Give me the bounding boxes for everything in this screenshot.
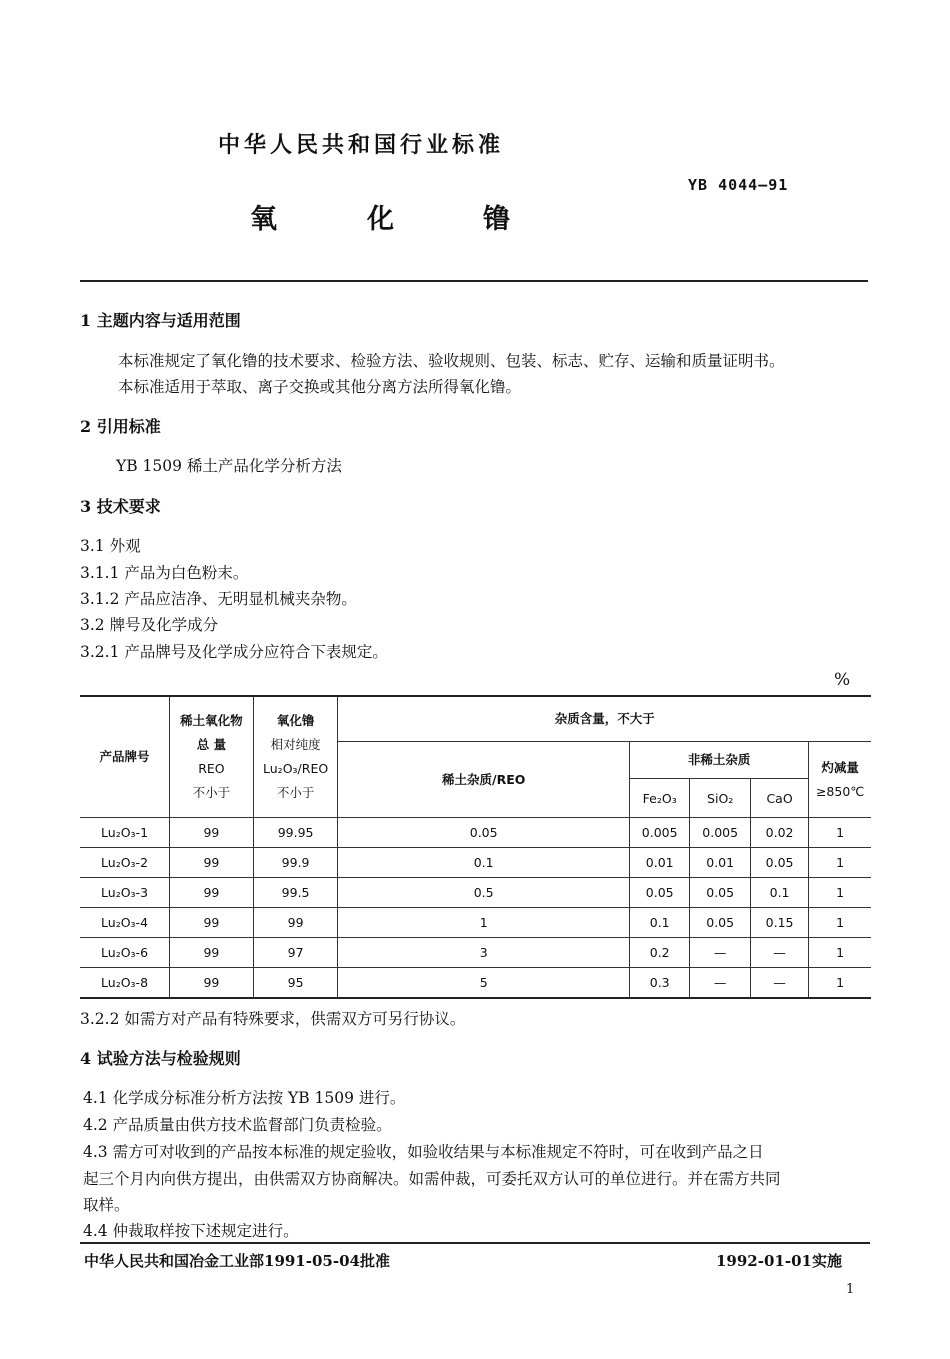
effective-date: 1992-01-01实施 — [716, 1252, 842, 1270]
cell-reo: 99 — [170, 848, 254, 878]
section-3-heading: 3 技术要求 — [80, 497, 161, 516]
header-purity: 氧化镥 相对纯度 Lu₂O₃/REO 不小于 — [253, 696, 338, 818]
clause-3-1-2: 3.1.2 产品应洁净、无明显机械夹杂物。 — [80, 590, 357, 608]
cell-grade: Lu₂O₃-4 — [80, 908, 170, 938]
cell-re-impurity: 0.5 — [338, 878, 630, 908]
cell-loss: 1 — [809, 878, 871, 908]
cell-cao: 0.15 — [750, 908, 808, 938]
standard-code: YB 4044—91 — [688, 176, 789, 194]
cell-cao: — — [750, 938, 808, 968]
header-loss: 灼减量 ≥850℃ — [809, 742, 871, 818]
header-non-re: 非稀土杂质 — [629, 742, 808, 779]
clause-3-1-1: 3.1.1 产品为白色粉末。 — [80, 564, 249, 582]
cell-fe2o3: 0.2 — [629, 938, 689, 968]
cell-reo: 99 — [170, 878, 254, 908]
page-number: 1 — [846, 1282, 855, 1297]
cell-sio2: — — [690, 968, 750, 999]
cell-cao: 0.1 — [750, 878, 808, 908]
table-row — [80, 848, 871, 878]
cell-sio2: 0.05 — [690, 908, 750, 938]
cell-sio2: — — [690, 938, 750, 968]
cell-reo: 99 — [170, 818, 254, 848]
table-row — [80, 908, 871, 938]
cell-re-impurity: 0.05 — [338, 818, 630, 848]
header-impurity: 杂质含量，不大于 — [338, 696, 871, 742]
standard-body-title: 中华人民共和国行业标准 — [218, 132, 505, 158]
section-1-paragraph-2: 本标准适用于萃取、离子交换或其他分离方法所得氧化镥。 — [118, 378, 522, 396]
header-sio2: SiO₂ — [690, 779, 750, 818]
header-cao: CaO — [750, 779, 808, 818]
table-unit: % — [834, 670, 851, 690]
header-reo-total: 稀土氧化物 总 量 REO 不小于 — [170, 696, 254, 818]
cell-reo: 99 — [170, 908, 254, 938]
table-row — [80, 878, 871, 908]
footer-divider — [80, 1242, 870, 1244]
clause-4-3-line-1: 4.3 需方可对收到的产品按本标准的规定验收，如验收结果与本标准规定不符时，可在收到产品之日 — [83, 1143, 764, 1161]
header-re-impurity: 稀土杂质/REO — [338, 742, 630, 818]
clause-3-2: 3.2 牌号及化学成分 — [80, 616, 219, 634]
composition-table — [80, 695, 871, 999]
cell-re-impurity: 5 — [338, 968, 630, 999]
header-grade: 产品牌号 — [80, 696, 170, 818]
table-row — [80, 938, 871, 968]
doc-title-char-2: 化 — [367, 204, 394, 235]
clause-4-3-line-2: 起三个月内向供方提出，由供需双方协商解决。如需仲裁，可委托双方认可的单位进行。并在需方共同 — [83, 1170, 781, 1188]
section-1-heading: 1 主题内容与适用范围 — [80, 311, 241, 330]
cell-re-impurity: 3 — [338, 938, 630, 968]
cell-fe2o3: 0.1 — [629, 908, 689, 938]
cell-purity: 99.9 — [253, 848, 338, 878]
cell-sio2: 0.05 — [690, 878, 750, 908]
cell-reo: 99 — [170, 938, 254, 968]
cell-loss: 1 — [809, 968, 871, 999]
cell-re-impurity: 1 — [338, 908, 630, 938]
cell-sio2: 0.01 — [690, 848, 750, 878]
cell-purity: 97 — [253, 938, 338, 968]
cell-loss: 1 — [809, 938, 871, 968]
cell-loss: 1 — [809, 818, 871, 848]
clause-3-1: 3.1 外观 — [80, 537, 141, 555]
reference-standard: YB 1509 稀土产品化学分析方法 — [116, 457, 342, 475]
table-row — [80, 968, 871, 999]
header-fe2o3: Fe₂O₃ — [629, 779, 689, 818]
cell-loss: 1 — [809, 908, 871, 938]
clause-4-1: 4.1 化学成分标准分析方法按 YB 1509 进行。 — [83, 1089, 406, 1107]
cell-reo: 99 — [170, 968, 254, 999]
cell-purity: 99.95 — [253, 818, 338, 848]
doc-title-char-1: 氧 — [250, 204, 277, 235]
cell-fe2o3: 0.05 — [629, 878, 689, 908]
section-1-paragraph-1: 本标准规定了氧化镥的技术要求、检验方法、验收规则、包装、标志、贮存、运输和质量证明书。 — [118, 352, 785, 370]
clause-4-2: 4.2 产品质量由供方技术监督部门负责检验。 — [83, 1116, 392, 1134]
header-divider — [80, 280, 868, 282]
cell-re-impurity: 0.1 — [338, 848, 630, 878]
cell-fe2o3: 0.005 — [629, 818, 689, 848]
clause-3-2-2: 3.2.2 如需方对产品有特殊要求，供需双方可另行协议。 — [80, 1010, 466, 1028]
section-4-heading: 4 试验方法与检验规则 — [80, 1049, 241, 1068]
cell-grade: Lu₂O₃-3 — [80, 878, 170, 908]
cell-grade: Lu₂O₃-8 — [80, 968, 170, 999]
cell-cao: — — [750, 968, 808, 999]
cell-grade: Lu₂O₃-1 — [80, 818, 170, 848]
doc-title-char-3: 镥 — [483, 204, 510, 235]
cell-grade: Lu₂O₃-6 — [80, 938, 170, 968]
cell-sio2: 0.005 — [690, 818, 750, 848]
cell-cao: 0.05 — [750, 848, 808, 878]
cell-fe2o3: 0.01 — [629, 848, 689, 878]
cell-cao: 0.02 — [750, 818, 808, 848]
section-2-heading: 2 引用标准 — [80, 417, 161, 436]
clause-3-2-1: 3.2.1 产品牌号及化学成分应符合下表规定。 — [80, 643, 388, 661]
clause-4-4: 4.4 仲裁取样按下述规定进行。 — [83, 1222, 299, 1240]
table-row — [80, 818, 871, 848]
approval-note: 中华人民共和国冶金工业部1991-05-04批准 — [84, 1252, 390, 1270]
clause-4-3-line-3: 取样。 — [83, 1196, 130, 1214]
cell-purity: 99.5 — [253, 878, 338, 908]
cell-grade: Lu₂O₃-2 — [80, 848, 170, 878]
cell-fe2o3: 0.3 — [629, 968, 689, 999]
cell-purity: 95 — [253, 968, 338, 999]
cell-loss: 1 — [809, 848, 871, 878]
cell-purity: 99 — [253, 908, 338, 938]
